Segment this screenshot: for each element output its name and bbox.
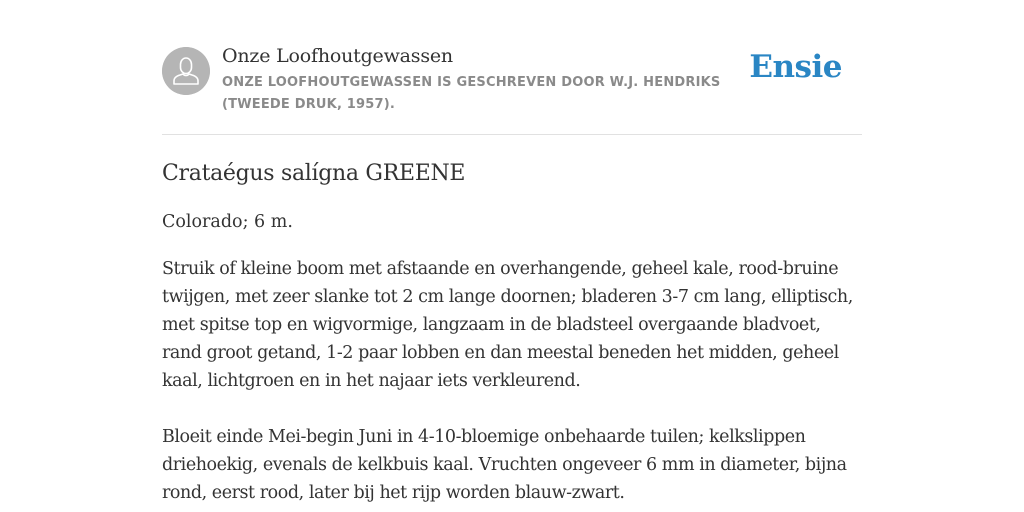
- entry-location: Colorado; 6 m.: [162, 212, 293, 232]
- source-description: ONZE LOOFHOUTGEWASSEN IS GESCHREVEN DOOR W.J. HENDRIKS (TWEEDE DRUK, 1957).: [222, 75, 721, 112]
- source-title[interactable]: Onze Loofhoutgewassen: [222, 45, 453, 67]
- entry-paragraph: Struik of kleine boom met afstaande en overhangende, geheel kale, rood-bruine twijgen, met zeer slanke tot 2 cm lange doornen; bladeren 3-7 cm lang, elliptisch, met spitse top en wigvormige, langzaam in de bladsteel overgaande bladvoet, rand groot getand, 1-2 paar lobben en dan meestal beneden het midden, geheel kaal, lichtgroen en in het najaar iets verkleurend.: [162, 259, 853, 391]
- entry-paragraph: Bloeit einde Mei-begin Juni in 4-10-bloemige onbehaarde tuilen; kelkslippen driehoekig, evenals de kelkbuis kaal. Vruchten ongeveer 6 mm in diameter, bijna rond, eerst rood, later bij het rijp worden blauw-zwart.: [162, 427, 847, 503]
- source-header: [162, 0, 862, 135]
- page: [162, 0, 862, 503]
- entry-content: [162, 157, 862, 507]
- entry-title: Crataégus salígna GREENE: [162, 161, 466, 186]
- user-avatar-icon[interactable]: [162, 47, 210, 95]
- brand-logo[interactable]: Ensie: [749, 49, 842, 85]
